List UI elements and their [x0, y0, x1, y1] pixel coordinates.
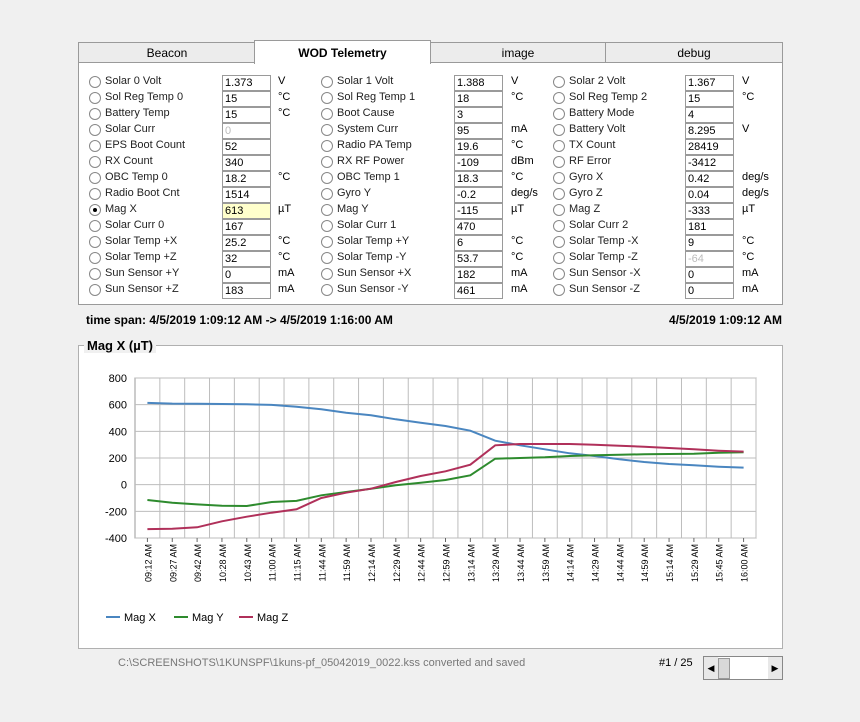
telemetry-unit: °C [278, 171, 291, 183]
radio-button[interactable] [553, 252, 565, 264]
time-span-label: time span: 4/5/2019 1:09:12 AM -> 4/5/2019 1:16:00 AM [86, 313, 393, 327]
telemetry-label: Gyro Y [337, 187, 372, 199]
radio-button[interactable] [89, 124, 101, 136]
telemetry-value: 0 [222, 267, 271, 283]
x-tick-label: 12:44 AM [416, 544, 427, 583]
y-tick-label: 0 [120, 479, 127, 492]
chart-group-box [78, 345, 783, 649]
radio-button[interactable] [553, 220, 565, 232]
telemetry-unit: mA [742, 267, 759, 279]
telemetry-unit: mA [511, 123, 528, 135]
radio-button[interactable] [321, 188, 333, 200]
radio-button[interactable] [321, 172, 333, 184]
radio-button[interactable] [89, 220, 101, 232]
telemetry-label: OBC Temp 0 [105, 171, 168, 183]
telemetry-value: 9 [685, 235, 734, 251]
telemetry-label: Sun Sensor -Z [569, 283, 640, 295]
status-text: C:\SCREENSHOTS\1KUNSPF\1kuns-pf_05042019_0022.kss converted and saved [118, 657, 526, 669]
tab-bar [78, 42, 782, 64]
telemetry-unit: °C [511, 171, 524, 183]
x-tick-label: 15:29 AM [689, 544, 700, 583]
radio-button[interactable] [89, 188, 101, 200]
telemetry-label: Solar Temp +Z [105, 251, 177, 263]
telemetry-label: Sun Sensor +Y [105, 267, 180, 279]
x-tick-label: 14:14 AM [565, 544, 576, 583]
telemetry-label: Solar 0 Volt [105, 75, 162, 87]
telemetry-unit: °C [278, 91, 291, 103]
x-tick-label: 09:42 AM [193, 544, 204, 583]
telemetry-label: Radio Boot Cnt [105, 187, 180, 199]
telemetry-value: 6 [454, 235, 503, 251]
telemetry-unit: °C [742, 235, 755, 247]
telemetry-label: Solar Temp -Z [569, 251, 638, 263]
telemetry-label: Sun Sensor +X [337, 267, 412, 279]
telemetry-value: -109 [454, 155, 503, 171]
radio-button[interactable] [321, 284, 333, 296]
telemetry-label: Sun Sensor -Y [337, 283, 409, 295]
telemetry-value: 182 [454, 267, 503, 283]
x-tick-label: 11:00 AM [267, 544, 278, 582]
telemetry-value: -333 [685, 203, 734, 219]
telemetry-unit: °C [742, 91, 755, 103]
telemetry-value: 167 [222, 219, 271, 235]
y-tick-label: 400 [108, 426, 127, 439]
radio-button[interactable] [89, 268, 101, 280]
telemetry-label: Gyro X [569, 171, 604, 183]
telemetry-label: Solar Temp -X [569, 235, 639, 247]
telemetry-value: 53.7 [454, 251, 503, 267]
telemetry-label: EPS Boot Count [105, 139, 186, 151]
telemetry-value: 470 [454, 219, 503, 235]
telemetry-label: Battery Mode [569, 107, 635, 119]
telemetry-value: 25.2 [222, 235, 271, 251]
radio-button[interactable] [553, 188, 565, 200]
x-tick-label: 09:12 AM [143, 544, 154, 583]
telemetry-label: Sol Reg Temp 1 [337, 91, 416, 103]
telemetry-label: Radio PA Temp [337, 139, 412, 151]
radio-button[interactable] [321, 268, 333, 280]
telemetry-unit: mA [278, 267, 295, 279]
telemetry-value: 0.04 [685, 187, 734, 203]
telemetry-unit: °C [511, 139, 524, 151]
telemetry-value: 0.42 [685, 171, 734, 187]
telemetry-unit: °C [511, 91, 524, 103]
telemetry-value: -3412 [685, 155, 734, 171]
radio-button[interactable] [321, 140, 333, 152]
tab-wod-telemetry[interactable]: WOD Telemetry [254, 40, 431, 64]
mag-chart [79, 346, 782, 648]
x-tick-label: 11:59 AM [342, 544, 353, 582]
x-tick-label: 11:15 AM [292, 544, 303, 582]
x-tick-label: 13:29 AM [491, 544, 502, 583]
telemetry-unit: deg/s [742, 171, 769, 183]
telemetry-value: 15 [222, 107, 271, 123]
telemetry-label: Mag Z [569, 203, 601, 215]
x-tick-label: 11:44 AM [317, 544, 328, 582]
telemetry-label: RX RF Power [337, 155, 405, 167]
x-tick-label: 13:14 AM [466, 544, 477, 583]
telemetry-label: Solar 2 Volt [569, 75, 626, 87]
telemetry-label: Battery Temp [105, 107, 170, 119]
telemetry-unit: dBm [511, 155, 534, 167]
radio-button[interactable] [321, 204, 333, 216]
x-tick-label: 12:14 AM [366, 544, 377, 583]
telemetry-value: -64 [685, 251, 734, 267]
telemetry-value: -0.2 [454, 187, 503, 203]
radio-button[interactable] [89, 252, 101, 264]
telemetry-value: 32 [222, 251, 271, 267]
telemetry-value: 15 [222, 91, 271, 107]
telemetry-value: 18.2 [222, 171, 271, 187]
radio-button[interactable] [553, 268, 565, 280]
radio-button[interactable] [553, 140, 565, 152]
radio-button[interactable] [89, 172, 101, 184]
telemetry-unit: °C [511, 235, 524, 247]
radio-button[interactable] [89, 236, 101, 248]
telemetry-value: 95 [454, 123, 503, 139]
telemetry-label: RF Error [569, 155, 612, 167]
radio-button[interactable] [553, 92, 565, 104]
telemetry-unit: V [278, 75, 286, 87]
tab-debug[interactable]: debug [605, 42, 783, 63]
telemetry-label: Sun Sensor -X [569, 267, 641, 279]
tab-beacon[interactable]: Beacon [78, 42, 256, 63]
radio-button[interactable] [89, 204, 101, 216]
radio-button[interactable] [553, 124, 565, 136]
radio-button[interactable] [553, 236, 565, 248]
telemetry-value: 15 [685, 91, 734, 107]
telemetry-unit: °C [278, 251, 291, 263]
telemetry-label: OBC Temp 1 [337, 171, 400, 183]
telemetry-value: 461 [454, 283, 503, 299]
telemetry-unit: µT [511, 203, 525, 215]
radio-button[interactable] [321, 92, 333, 104]
telemetry-unit: deg/s [511, 187, 538, 199]
x-tick-label: 12:29 AM [391, 544, 402, 583]
telemetry-value: 4 [685, 107, 734, 123]
radio-button[interactable] [553, 204, 565, 216]
telemetry-label: Solar Temp -Y [337, 251, 407, 263]
x-tick-label: 16:00 AM [739, 544, 750, 583]
y-tick-label: -400 [104, 533, 127, 545]
radio-button[interactable] [553, 156, 565, 168]
telemetry-value: 1.373 [222, 75, 271, 91]
radio-button[interactable] [89, 140, 101, 152]
telemetry-value: 0 [685, 267, 734, 283]
page-scrollbar[interactable] [703, 656, 783, 680]
radio-button[interactable] [89, 284, 101, 296]
telemetry-unit: °C [278, 107, 291, 119]
telemetry-unit: mA [511, 267, 528, 279]
telemetry-label: Gyro Z [569, 187, 603, 199]
x-tick-label: 14:29 AM [590, 544, 601, 583]
telemetry-value: 3 [454, 107, 503, 123]
telemetry-unit: mA [278, 283, 295, 295]
y-tick-label: 600 [108, 399, 127, 412]
telemetry-value: 1514 [222, 187, 271, 203]
telemetry-unit: mA [742, 283, 759, 295]
telemetry-value: 340 [222, 155, 271, 171]
radio-button[interactable] [321, 124, 333, 136]
page-indicator: #1 / 25 [659, 657, 693, 669]
telemetry-unit: °C [278, 235, 291, 247]
telemetry-label: Solar Curr 1 [337, 219, 397, 231]
x-tick-label: 10:28 AM [217, 544, 228, 583]
telemetry-label: Battery Volt [569, 123, 626, 135]
telemetry-value: 19.6 [454, 139, 503, 155]
telemetry-label: Solar Curr 2 [569, 219, 629, 231]
telemetry-panel [78, 62, 783, 305]
telemetry-value: 52 [222, 139, 271, 155]
telemetry-value: 1.388 [454, 75, 503, 91]
telemetry-unit: µT [742, 203, 756, 215]
telemetry-value: 183 [222, 283, 271, 299]
telemetry-value: 0 [685, 283, 734, 299]
current-time-label: 4/5/2019 1:09:12 AM [669, 313, 782, 327]
x-tick-label: 14:59 AM [640, 544, 651, 583]
telemetry-label: Solar Curr [105, 123, 156, 135]
telemetry-label: TX Count [569, 139, 616, 151]
telemetry-label: RX Count [105, 155, 153, 167]
radio-button[interactable] [553, 172, 565, 184]
y-tick-label: -200 [104, 506, 127, 519]
telemetry-unit: V [742, 75, 750, 87]
radio-button[interactable] [321, 156, 333, 168]
telemetry-value: 28419 [685, 139, 734, 155]
x-tick-label: 13:44 AM [516, 544, 527, 583]
x-tick-label: 15:45 AM [714, 544, 725, 583]
telemetry-unit: V [742, 123, 750, 135]
y-tick-label: 200 [108, 453, 127, 465]
radio-button[interactable] [321, 236, 333, 248]
telemetry-label: Mag Y [337, 203, 369, 215]
telemetry-label: Sol Reg Temp 0 [105, 91, 184, 103]
radio-button[interactable] [321, 108, 333, 120]
radio-button[interactable] [553, 108, 565, 120]
y-tick-label: 800 [108, 373, 127, 385]
telemetry-value: 8.295 [685, 123, 734, 139]
scroll-right-icon[interactable]: ▶ [768, 657, 782, 679]
telemetry-label: Sun Sensor +Z [105, 283, 179, 295]
scroll-left-icon[interactable]: ◀ [704, 657, 718, 679]
telemetry-unit: deg/s [742, 187, 769, 199]
x-tick-label: 14:44 AM [615, 544, 626, 583]
radio-button[interactable] [553, 284, 565, 296]
radio-button[interactable] [321, 220, 333, 232]
legend-label: Mag Z [257, 612, 289, 624]
radio-button[interactable] [89, 156, 101, 168]
telemetry-label: Solar 1 Volt [337, 75, 394, 87]
telemetry-label: Solar Curr 0 [105, 219, 165, 231]
telemetry-label: Sol Reg Temp 2 [569, 91, 648, 103]
radio-button[interactable] [89, 92, 101, 104]
telemetry-unit: °C [511, 251, 524, 263]
telemetry-label: Solar Temp +Y [337, 235, 410, 247]
x-tick-label: 10:43 AM [242, 544, 253, 583]
scroll-thumb[interactable] [718, 658, 730, 679]
telemetry-value: 18 [454, 91, 503, 107]
x-tick-label: 09:27 AM [168, 544, 179, 583]
telemetry-value: 1.367 [685, 75, 734, 91]
radio-button[interactable] [89, 76, 101, 88]
chart-title: Mag X (µT) [84, 338, 156, 353]
telemetry-value: 0 [222, 123, 271, 139]
telemetry-unit: µT [278, 203, 292, 215]
telemetry-value: -115 [454, 203, 503, 219]
telemetry-label: System Curr [337, 123, 399, 135]
telemetry-value: 18.3 [454, 171, 503, 187]
telemetry-label: Mag X [105, 203, 137, 215]
x-tick-label: 15:14 AM [665, 544, 676, 583]
legend-label: Mag X [124, 612, 156, 624]
telemetry-unit: °C [742, 251, 755, 263]
telemetry-value: 181 [685, 219, 734, 235]
telemetry-label: Solar Temp +X [105, 235, 178, 247]
tab-image[interactable]: image [429, 42, 607, 63]
radio-button[interactable] [321, 76, 333, 88]
telemetry-label: Boot Cause [337, 107, 395, 119]
radio-button[interactable] [553, 76, 565, 88]
x-tick-label: 12:59 AM [441, 544, 452, 583]
legend-label: Mag Y [192, 612, 224, 624]
telemetry-unit: V [511, 75, 519, 87]
radio-button[interactable] [89, 108, 101, 120]
radio-button[interactable] [321, 252, 333, 264]
telemetry-unit: mA [511, 283, 528, 295]
telemetry-value: 613 [222, 203, 271, 219]
x-tick-label: 13:59 AM [540, 544, 551, 583]
